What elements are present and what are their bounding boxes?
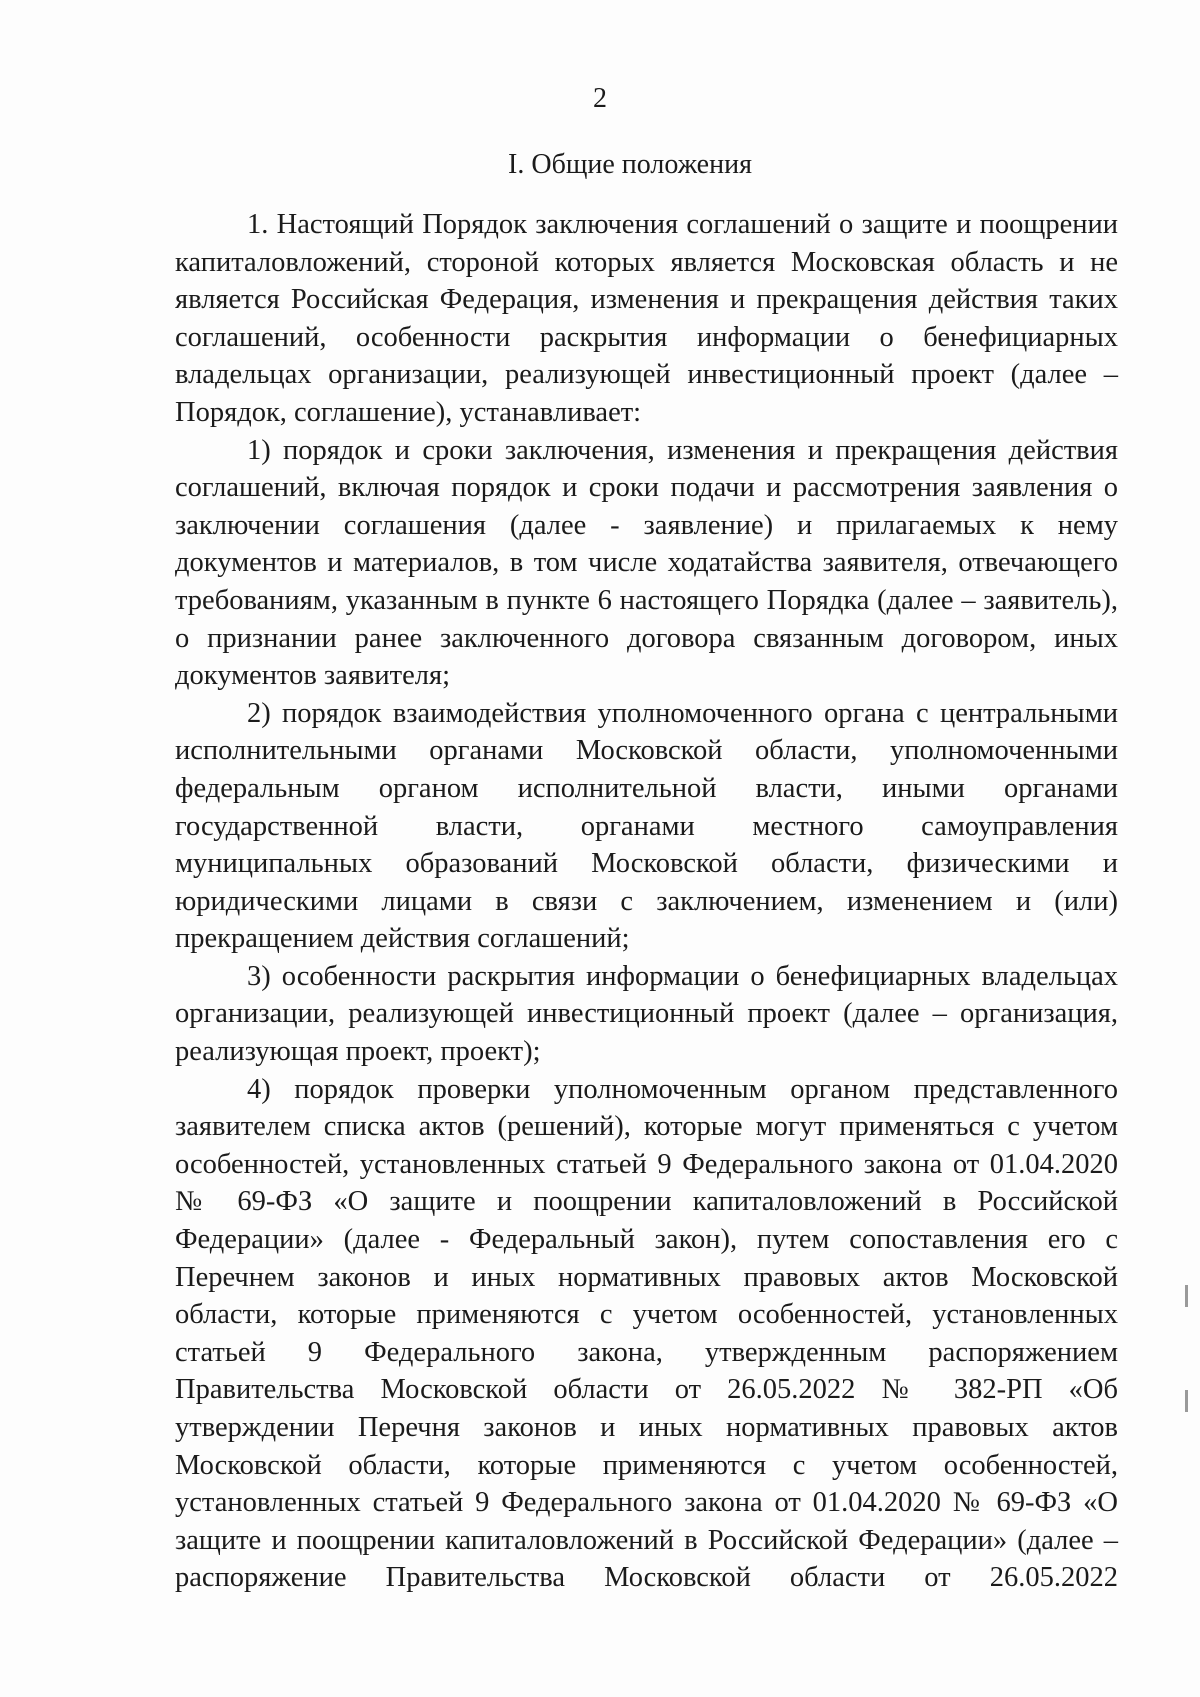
paragraph-4: 3) особенности раскрытия информации о бенефициарных владельцах организации, реализующей инвестиционный проект (далее – организация, реализующая проект, проект); xyxy=(175,960,1118,1068)
page-number: 2 xyxy=(593,83,607,114)
paragraph-5: 4) порядок проверки уполномоченным органом представленного заявителем списка актов (решений), которые могут применяться с учетом особенностей, установленных статьей 9 Федерального закона от 01.04.2020 № 69-ФЗ «О защите и поощрении капиталовложений в Российской Федерации» (далее - Федеральный закон), путем сопоставления его с Перечнем законов и иных нормативных правовых актов Московской области, которые применяются с учетом особенностей, установленных статьей 9 Федерального закона, утвержденным распоряжением Правительства Московской области от 26.05.2022 № 382-РП «Об утверждении Перечня законов и иных нормативных правовых актов Московской области, которые применяются с учетом особенностей, установленных статьей 9 Федерального закона от 01.04.2020 № 69-ФЗ «О защите и поощрении капиталовложений в Российской Федерации» (далее – распоряжение Правительства Московской области от 26.05.2022 xyxy=(175,1073,1118,1594)
paragraph-2: 1) порядок и сроки заключения, изменения и прекращения действия соглашений, включая порядок и сроки подачи и рассмотрения заявления о заключении соглашения (далее - заявление) и прилагаемых к нему документов и материалов, в том числе ходатайства заявителя, отвечающего требованиям, указанным в пункте 6 настоящего Порядка (далее – заявитель), о признании ранее заключенного договора связанным договором, иных документов заявителя; xyxy=(175,434,1118,692)
scan-margin-mark xyxy=(1185,1390,1188,1412)
paragraph-3: 2) порядок взаимодействия уполномоченного органа с центральными исполнительными органами Московской области, уполномоченными федеральным органом исполнительной власти, иными органами государственной власти, органами местного самоуправления муниципальных образований Московской области, физическими и юридическими лицами в связи с заключением, изменением и (или) прекращением действия соглашений; xyxy=(175,697,1118,955)
paragraph-1: 1. Настоящий Порядок заключения соглашений о защите и поощрении капиталовложений, стороной которых является Московская область и не является Российская Федерация, изменения и прекращения действия таких соглашений, особенности раскрытия информации о бенефициарных владельцах организации, реализующей инвестиционный проект (далее – Порядок, соглашение), устанавливает: xyxy=(175,209,1118,428)
section-title: I. Общие положения xyxy=(508,149,752,180)
document-body xyxy=(175,206,1118,1597)
scan-margin-mark xyxy=(1185,1285,1188,1307)
